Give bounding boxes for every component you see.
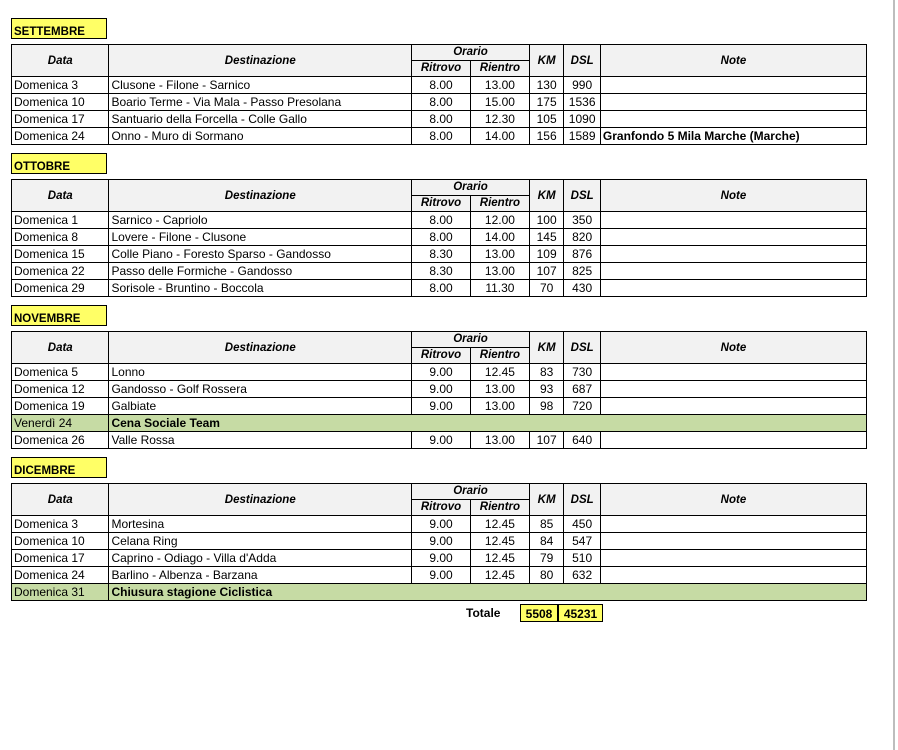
cell-ritrovo: 8.00 <box>412 111 471 128</box>
cell-note <box>600 516 866 533</box>
table-row <box>12 111 867 128</box>
header-row <box>12 180 867 196</box>
event-row <box>12 584 867 601</box>
cell-note <box>600 229 866 246</box>
cell-dsl: 720 <box>564 398 601 415</box>
cell-ritrovo: 8.00 <box>412 77 471 94</box>
cell-dsl: 547 <box>564 533 601 550</box>
cell-data: Domenica 19 <box>12 398 109 415</box>
cell-rientro: 12.45 <box>470 550 529 567</box>
cell-destinazione: Lovere - Filone - Clusone <box>109 229 412 246</box>
cell-dsl: 510 <box>564 550 601 567</box>
cell-ritrovo: 9.00 <box>412 432 471 449</box>
cell-ritrovo: 8.00 <box>412 94 471 111</box>
cell-km: 156 <box>529 128 564 145</box>
cell-ritrovo: 9.00 <box>412 516 471 533</box>
cell-destinazione: Mortesina <box>109 516 412 533</box>
cell-ritrovo: 8.30 <box>412 263 471 280</box>
table-row <box>12 94 867 111</box>
cell-destinazione: Sarnico - Capriolo <box>109 212 412 229</box>
cell-note <box>600 533 866 550</box>
cell-note <box>600 432 866 449</box>
header-km: KM <box>529 332 564 364</box>
cell-rientro: 12.45 <box>470 364 529 381</box>
header-destinazione: Destinazione <box>109 180 412 212</box>
cell-data: Domenica 10 <box>12 533 109 550</box>
cell-km: 93 <box>529 381 564 398</box>
cell-km: 70 <box>529 280 564 297</box>
table-row <box>12 516 867 533</box>
month-label-novembre: NOVEMBRE <box>11 305 107 326</box>
cell-dsl: 450 <box>564 516 601 533</box>
cell-km: 83 <box>529 364 564 381</box>
table-row <box>12 550 867 567</box>
cell-note <box>600 398 866 415</box>
header-destinazione: Destinazione <box>109 45 412 77</box>
cell-destinazione: Valle Rossa <box>109 432 412 449</box>
cell-destinazione: Galbiate <box>109 398 412 415</box>
cell-dsl: 730 <box>564 364 601 381</box>
cell-rientro: 13.00 <box>470 398 529 415</box>
header-note: Note <box>600 332 866 364</box>
header-ritrovo: Ritrovo <box>412 196 471 212</box>
cell-km: 175 <box>529 94 564 111</box>
header-destinazione: Destinazione <box>109 332 412 364</box>
cell-km: 107 <box>529 263 564 280</box>
header-km: KM <box>529 45 564 77</box>
table-row <box>12 280 867 297</box>
cell-rientro: 12.45 <box>470 533 529 550</box>
cell-km: 85 <box>529 516 564 533</box>
cell-data: Domenica 8 <box>12 229 109 246</box>
header-ritrovo: Ritrovo <box>412 500 471 516</box>
cell-ritrovo: 9.00 <box>412 364 471 381</box>
header-note: Note <box>600 45 866 77</box>
month-label-ottobre: OTTOBRE <box>11 153 107 174</box>
event-row <box>12 415 867 432</box>
cell-rientro: 11.30 <box>470 280 529 297</box>
cell-rientro: 13.00 <box>470 263 529 280</box>
header-rientro: Rientro <box>470 61 529 77</box>
header-row <box>12 484 867 500</box>
cell-rientro: 12.00 <box>470 212 529 229</box>
table-row <box>12 263 867 280</box>
header-orario: Orario <box>412 180 530 196</box>
cell-ritrovo: 8.00 <box>412 128 471 145</box>
cell-data: Domenica 26 <box>12 432 109 449</box>
cell-destinazione: Passo delle Formiche - Gandosso <box>109 263 412 280</box>
cell-rientro: 12.45 <box>470 516 529 533</box>
cell-data: Venerdì 24 <box>12 415 109 432</box>
cell-note <box>600 212 866 229</box>
cell-data: Domenica 10 <box>12 94 109 111</box>
header-note: Note <box>600 180 866 212</box>
header-dsl: DSL <box>564 180 601 212</box>
cell-rientro: 13.00 <box>470 246 529 263</box>
table-row <box>12 229 867 246</box>
table-row <box>12 381 867 398</box>
cell-km: 109 <box>529 246 564 263</box>
totals-dsl: 45231 <box>558 604 603 622</box>
schedule-table-novembre <box>11 331 867 449</box>
cell-dsl: 876 <box>564 246 601 263</box>
cell-data: Domenica 15 <box>12 246 109 263</box>
cell-dsl: 632 <box>564 567 601 584</box>
cell-ritrovo: 8.00 <box>412 212 471 229</box>
cell-km: 130 <box>529 77 564 94</box>
cell-dsl: 640 <box>564 432 601 449</box>
header-row <box>12 332 867 348</box>
cell-ritrovo: 8.30 <box>412 246 471 263</box>
schedule-table-dicembre <box>11 483 867 601</box>
cell-rientro: 13.00 <box>470 381 529 398</box>
header-ritrovo: Ritrovo <box>412 348 471 364</box>
table-row <box>12 77 867 94</box>
header-dsl: DSL <box>564 332 601 364</box>
cell-ritrovo: 9.00 <box>412 398 471 415</box>
cell-note <box>600 364 866 381</box>
cell-data: Domenica 24 <box>12 128 109 145</box>
header-rientro: Rientro <box>470 500 529 516</box>
cell-km: 107 <box>529 432 564 449</box>
header-destinazione: Destinazione <box>109 484 412 516</box>
cell-note <box>600 263 866 280</box>
cell-data: Domenica 29 <box>12 280 109 297</box>
cell-destinazione: Boario Terme - Via Mala - Passo Presolana <box>109 94 412 111</box>
table-row <box>12 364 867 381</box>
cell-note <box>600 94 866 111</box>
schedule-table-settembre <box>11 44 867 145</box>
schedule-table-ottobre <box>11 179 867 297</box>
totals-km: 5508 <box>520 604 558 622</box>
cell-destinazione: Santuario della Forcella - Colle Gallo <box>109 111 412 128</box>
cell-destinazione: Celana Ring <box>109 533 412 550</box>
cell-data: Domenica 3 <box>12 516 109 533</box>
cell-rientro: 15.00 <box>470 94 529 111</box>
cell-data: Domenica 17 <box>12 550 109 567</box>
cell-rientro: 13.00 <box>470 432 529 449</box>
cell-dsl: 350 <box>564 212 601 229</box>
event-title: Cena Sociale Team <box>109 415 867 432</box>
cell-dsl: 1090 <box>564 111 601 128</box>
cell-note <box>600 77 866 94</box>
cell-note <box>600 567 866 584</box>
header-dsl: DSL <box>564 484 601 516</box>
cell-note: Granfondo 5 Mila Marche (Marche) <box>600 128 866 145</box>
month-label-dicembre: DICEMBRE <box>11 457 107 478</box>
header-data: Data <box>12 484 109 516</box>
cell-destinazione: Colle Piano - Foresto Sparso - Gandosso <box>109 246 412 263</box>
table-row <box>12 432 867 449</box>
header-rientro: Rientro <box>470 196 529 212</box>
cell-ritrovo: 9.00 <box>412 381 471 398</box>
cell-ritrovo: 9.00 <box>412 550 471 567</box>
cell-note <box>600 550 866 567</box>
cell-dsl: 825 <box>564 263 601 280</box>
cell-data: Domenica 31 <box>12 584 109 601</box>
header-data: Data <box>12 332 109 364</box>
cell-destinazione: Caprino - Odiago - Villa d'Adda <box>109 550 412 567</box>
cell-destinazione: Lonno <box>109 364 412 381</box>
table-row <box>12 128 867 145</box>
page-edge-divider <box>893 0 895 750</box>
cell-destinazione: Clusone - Filone - Sarnico <box>109 77 412 94</box>
cell-data: Domenica 1 <box>12 212 109 229</box>
event-title: Chiusura stagione Ciclistica <box>109 584 867 601</box>
cell-dsl: 430 <box>564 280 601 297</box>
cell-destinazione: Gandosso - Golf Rossera <box>109 381 412 398</box>
cell-note <box>600 246 866 263</box>
cell-destinazione: Barlino - Albenza - Barzana <box>109 567 412 584</box>
cell-data: Domenica 22 <box>12 263 109 280</box>
header-km: KM <box>529 180 564 212</box>
cell-rientro: 13.00 <box>470 77 529 94</box>
cell-dsl: 820 <box>564 229 601 246</box>
header-rientro: Rientro <box>470 348 529 364</box>
cell-rientro: 14.00 <box>470 229 529 246</box>
header-data: Data <box>12 45 109 77</box>
cell-ritrovo: 8.00 <box>412 229 471 246</box>
cell-dsl: 1589 <box>564 128 601 145</box>
cell-km: 100 <box>529 212 564 229</box>
header-note: Note <box>600 484 866 516</box>
cell-km: 79 <box>529 550 564 567</box>
header-orario: Orario <box>412 484 530 500</box>
cell-ritrovo: 9.00 <box>412 533 471 550</box>
cell-rientro: 12.30 <box>470 111 529 128</box>
totals-label: Totale <box>466 606 501 620</box>
header-km: KM <box>529 484 564 516</box>
header-orario: Orario <box>412 332 530 348</box>
cell-km: 98 <box>529 398 564 415</box>
table-row <box>12 246 867 263</box>
cell-data: Domenica 24 <box>12 567 109 584</box>
cell-km: 145 <box>529 229 564 246</box>
cell-rientro: 14.00 <box>470 128 529 145</box>
cell-note <box>600 280 866 297</box>
month-label-settembre: SETTEMBRE <box>11 18 107 39</box>
cell-km: 84 <box>529 533 564 550</box>
header-orario: Orario <box>412 45 530 61</box>
cell-data: Domenica 17 <box>12 111 109 128</box>
cell-dsl: 990 <box>564 77 601 94</box>
cell-dsl: 1536 <box>564 94 601 111</box>
table-row <box>12 398 867 415</box>
cell-note <box>600 111 866 128</box>
table-row <box>12 567 867 584</box>
cell-ritrovo: 8.00 <box>412 280 471 297</box>
cell-data: Domenica 3 <box>12 77 109 94</box>
cell-data: Domenica 5 <box>12 364 109 381</box>
cell-dsl: 687 <box>564 381 601 398</box>
cell-note <box>600 381 866 398</box>
header-dsl: DSL <box>564 45 601 77</box>
header-row <box>12 45 867 61</box>
cell-destinazione: Onno - Muro di Sormano <box>109 128 412 145</box>
header-ritrovo: Ritrovo <box>412 61 471 77</box>
header-data: Data <box>12 180 109 212</box>
cell-km: 105 <box>529 111 564 128</box>
cell-rientro: 12.45 <box>470 567 529 584</box>
table-row <box>12 212 867 229</box>
table-row <box>12 533 867 550</box>
cell-km: 80 <box>529 567 564 584</box>
cell-destinazione: Sorisole - Bruntino - Boccola <box>109 280 412 297</box>
cell-data: Domenica 12 <box>12 381 109 398</box>
cell-ritrovo: 9.00 <box>412 567 471 584</box>
